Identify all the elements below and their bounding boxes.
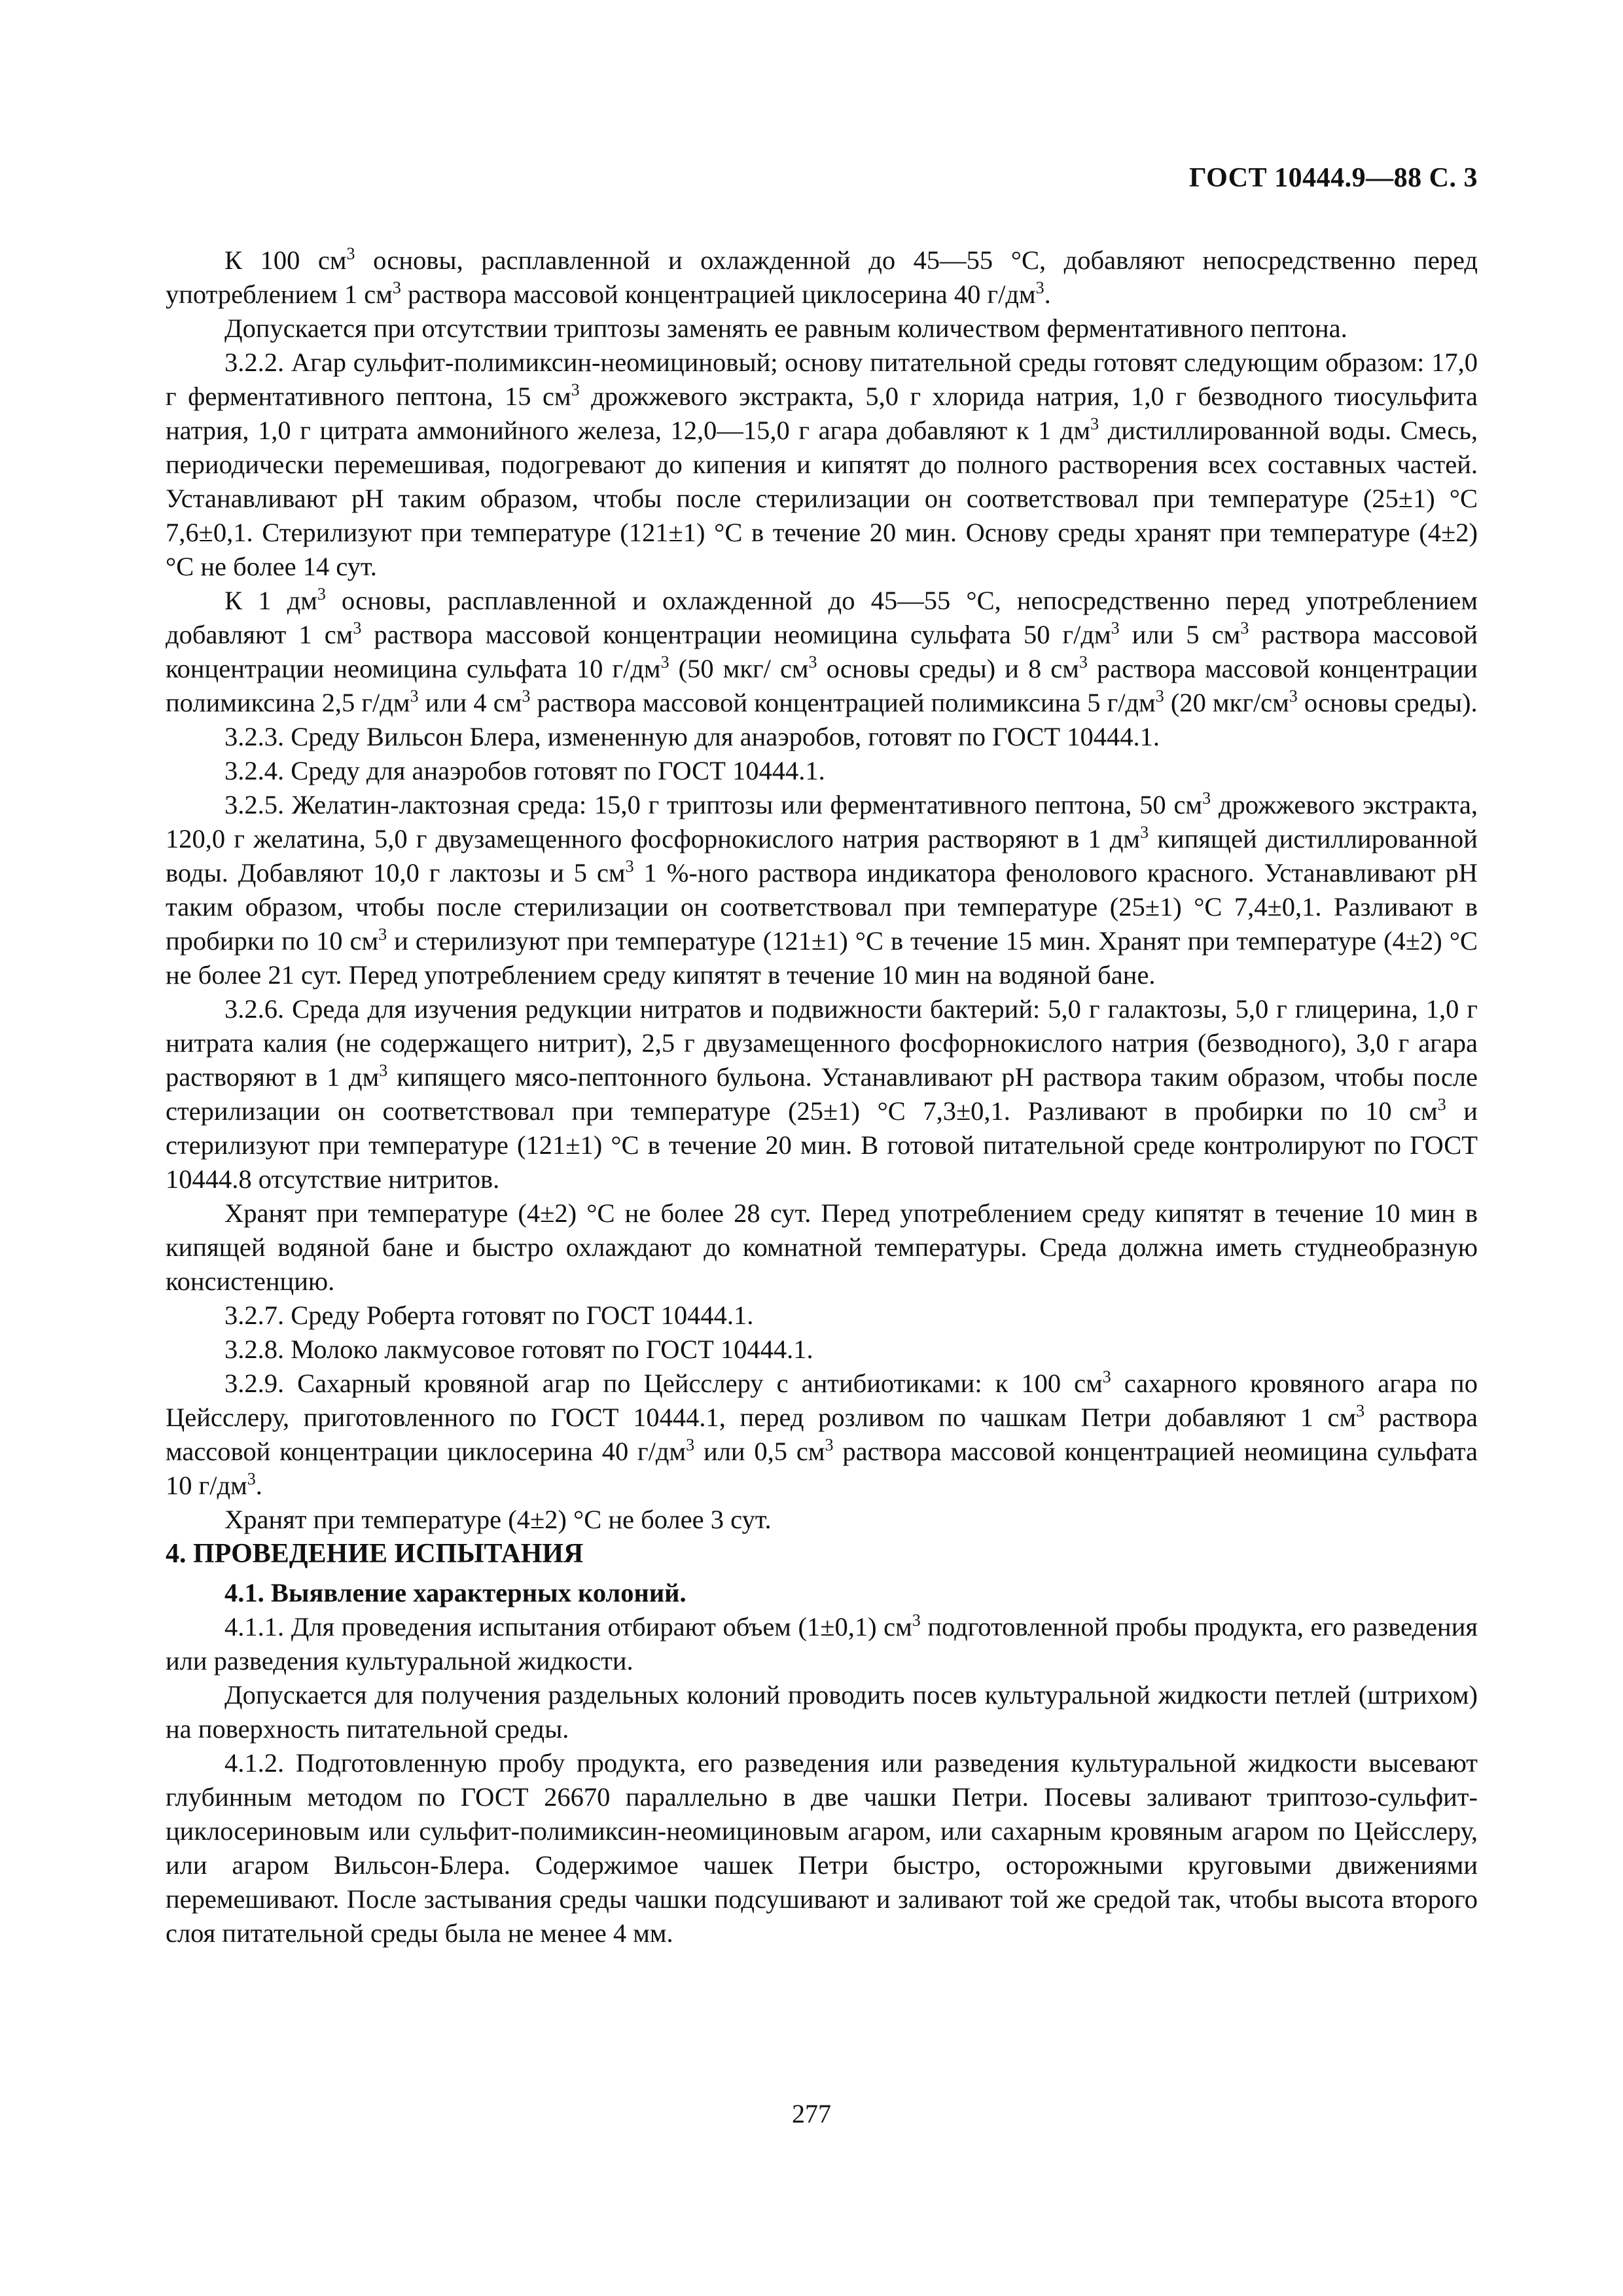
paragraph-3-2-2: 3.2.2. Агар сульфит-полимиксин-неомициновый; основу питательной среды готовят следующим образом: 17,0 г ферментативного пептона, 15 $см^3$ дрожжевого экстракта, 5,0 г хлорида натрия, 1,0 г безводного тиосульфита натрия, 1,0 г цитрата аммонийного железа, 12,0—15,0 г агара добавляют к 1 $дм^3$ дистиллированной воды. Смесь, периодически перемешивая, подогревают до кипения и кипятят до полного растворения всех составных частей. Устанавливают рН таким образом, чтобы после стерилизации он соответствовал при температуре (25±1) °С 7,6±0,1. Стерилизуют при температуре (121±1) °С в течение 20 мин. Основу среды хранят при температуре (4±2) °С не более 14 сут. xyxy=(166,348,1478,581)
page-number: 277 xyxy=(792,2099,831,2128)
paragraph-streak-plating: Допускается для получения раздельных колоний проводить посев культуральной жидкости петлей (штрихом) на поверхность питательной среды. xyxy=(166,1680,1478,1744)
paragraph-3-2-8: 3.2.8. Молоко лакмусовое готовят по ГОСТ 10444.1. xyxy=(224,1335,813,1364)
paragraph-storage-3-days: Хранят при температуре (4±2) °С не более 3 сут. xyxy=(224,1505,772,1534)
paragraph-4-1-2: 4.1.2. Подготовленную пробу продукта, его разведения или разведения культуральной жидкости высевают глубинным методом по ГОСТ 26670 параллельно в две чашки Петри. Посевы заливают триптозо-сульфит-циклосериновым или сульфит-полимиксин-неомициновым агаром, или сахарным кровяным агаром по Цейсслеру, или агаром Вильсон-Блера. Содержимое чашек Петри быстро, осторожными круговыми движениями перемешивают. После застывания среды чашки подсушивают и заливают той же средой так, чтобы высота второго слоя питательной среды была не менее 4 мм. xyxy=(166,1748,1478,1948)
paragraph-storage-28-days: Хранят при температуре (4±2) °С не более 28 сут. Перед употреблением среду кипятят в течение 10 мин в кипящей водяной бане и быстро охлаждают до комнатной температуры. Среда должна иметь студнеобразную консистенцию. xyxy=(166,1198,1478,1296)
paragraph-3-2-6: 3.2.6. Среда для изучения редукции нитратов и подвижности бактерий: 5,0 г галактозы, 5,0 г глицерина, 1,0 г нитрата калия (не содержащего нитрит), 2,5 г двузамещенного фосфорнокислого натрия (безводного), 3,0 г агара растворяют в 1 $дм^3$ кипящего мясо-пептонного бульона. Устанавливают рН раствора таким образом, чтобы после стерилизации он соответствовал при температуре (25±1) °С 7,3±0,1. Разливают в пробирки по 10 $см^3$ и стерилизуют при температуре (121±1) °С в течение 20 мин. В готовой питательной среде контролируют по ГОСТ 10444.8 отсутствие нитритов. xyxy=(166,994,1478,1194)
paragraph-3-2-5: 3.2.5. Желатин-лактозная среда: 15,0 г триптозы или ферментативного пептона, 50 $см^3$ дрожжевого экстракта, 120,0 г желатина, 5,0 г двузамещенного фосфорнокислого натрия растворяют в 1 $дм^3$ кипящей дистиллированной воды. Добавляют 10,0 г лактозы и 5 $см^3$ 1 %-ного раствора индикатора фенолового красного. Устанавливают рН таким образом, чтобы после стерилизации он соответствовал при температуре (25±1) °С 7,4±0,1. Разливают в пробирки по 10 $см^3$ и стерилизуют при температуре (121±1) °С в течение 15 мин. Хранят при температуре (4±2) °С не более 21 сут. Перед употреблением среду кипятят в течение 10 мин на водяной бане. xyxy=(166,789,1478,990)
paragraph-neomycin-polymyxin-addition: К 1 $дм^3$ основы, расплавленной и охлажденной до 45—55 °С, непосредственно перед употреблением добавляют 1 $см^3$ раствора массовой концентрации неомицина сульфата 50 $г/дм^3$ или 5 $см^3$ раствора массовой концентрации неомицина сульфата 10 $г/дм^3$ (50 мкг/ $см^3$ основы среды) и 8 $см^3$ раствора массовой концентрации полимиксина 2,5 $г/дм^3$ или 4 $см^3$ раствора массовой концентрацией полимиксина 5 $г/дм^3$ (20 мкг/$см^3$ основы среды). xyxy=(166,584,1478,717)
paragraph-4-1-1: 4.1.1. Для проведения испытания отбирают объем (1±0,1) $см^3$ подготовленной пробы продукта, его разведения или разведения культуральной жидкости. xyxy=(166,1611,1478,1676)
page-header: ГОСТ 10444.9—88 С. 3 xyxy=(1188,163,1478,193)
paragraph-3-2-4: 3.2.4. Среду для анаэробов готовят по ГОСТ 10444.1. xyxy=(224,756,825,785)
paragraph-tryptose-substitution: Допускается при отсутствии триптозы заменять ее равным количеством ферментативного пептона. xyxy=(224,314,1347,343)
document-body xyxy=(166,243,1478,1950)
section-heading: 4. ПРОВЕДЕНИЕ ИСПЫТАНИЯ xyxy=(166,1539,584,1569)
paragraph-3-2-9: 3.2.9. Сахарный кровяной агар по Цейсслеру с антибиотиками: к 100 $см^3$ сахарного кровяного агара по Цейсслеру, приготовленного по ГОСТ 10444.1, перед розливом по чашкам Петри добавляют 1 $см^3$ раствора массовой концентрации циклосерина 40 $г/дм^3$ или 0,5 $см^3$ раствора массовой концентрацией неомицина сульфата 10 $г/дм^3$. xyxy=(166,1367,1478,1500)
paragraph-3-2-7: 3.2.7. Среду Роберта готовят по ГОСТ 10444.1. xyxy=(224,1300,754,1330)
paragraph-3-2-3: 3.2.3. Среду Вильсон Блера, измененную для анаэробов, готовят по ГОСТ 10444.1. xyxy=(224,722,1160,751)
subsection-heading: 4.1. Выявление характерных колоний. xyxy=(224,1578,687,1607)
paragraph-cycloserine-addition: К 100 $см^3$ основы, расплавленной и охлажденной до 45—55 °С, добавляют непосредственно перед употреблением 1 $см^3$ раствора массовой концентрацией циклосерина 40 $г/дм^3$. xyxy=(166,244,1478,309)
